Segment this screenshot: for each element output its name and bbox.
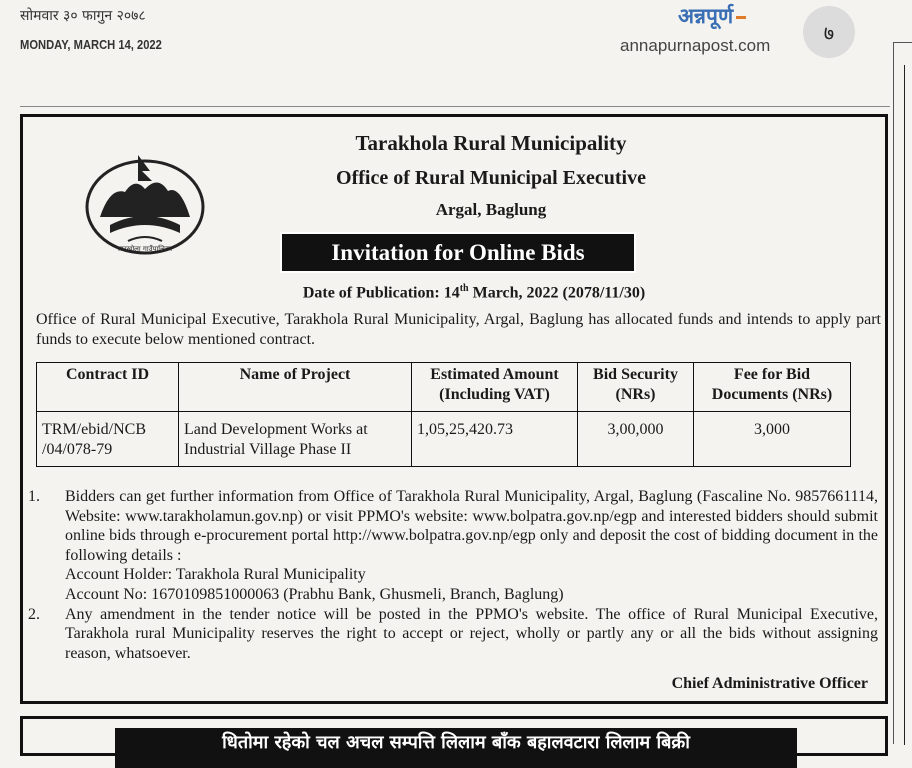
org-name: Tarakhola Rural Municipality	[355, 131, 627, 155]
office-name: Office of Rural Municipal Executive	[336, 167, 646, 189]
header-contract-id: Contract ID	[37, 363, 179, 412]
cell-amount: 1,05,25,420.73	[412, 412, 578, 467]
column-rule	[904, 65, 905, 745]
term-number: 2.	[28, 605, 40, 623]
cell-fee: 3,000	[694, 412, 851, 467]
contract-table	[36, 362, 851, 467]
newspaper-logo	[678, 2, 746, 30]
adjacent-column-frame	[893, 42, 912, 744]
english-date: MONDAY, MARCH 14, 2022	[20, 37, 162, 52]
header-amount: Estimated Amount (Including VAT)	[412, 363, 578, 412]
page-number: ७	[823, 20, 835, 45]
term-text: Bidders can get further information from Office of Tarakhola Rural Municipality, Argal, Baglung (Fascaline No. 9857661114, Website: www.tarakholamun.gov.np) or visit PPMO's website: www.bolpatra.gov.np/egp and interested bidders should submit online bids through e-procurement portal http://www.bolpatra.gov.np/egp only and deposit the cost of bidding document in the following details :	[65, 488, 878, 564]
divider	[20, 106, 890, 107]
term-text: Any amendment in the tender notice will be posted in the PPMO's website. The office of Rural Municipal Executive, Tarakhola rural Municipality reserves the right to accept or reject, wholly or partly any or all the bids without assigning reason, whatsoever.	[65, 605, 878, 662]
next-notice	[20, 716, 888, 756]
list-item	[28, 605, 878, 664]
logo-mark	[736, 16, 746, 19]
header-project: Name of Project	[179, 363, 412, 412]
cell-security: 3,00,000	[578, 412, 694, 467]
location: Argal, Baglung	[435, 200, 547, 219]
publication-date	[23, 283, 885, 302]
pub-date-sup: th	[459, 283, 469, 294]
account-holder: Account Holder: Tarakhola Rural Municipality	[65, 566, 366, 584]
page-number-badge	[803, 6, 855, 58]
header-fee: Fee for Bid Documents (NRs)	[694, 363, 851, 412]
notice-title: Invitation for Online Bids	[280, 232, 636, 273]
emblem-text: तारखोला गाउँपालिका	[117, 245, 173, 253]
bid-notice	[20, 114, 888, 704]
nepali-date: सोमवार ३० फागुन २०७८	[20, 8, 146, 24]
table-header-row	[37, 363, 851, 412]
site-url: annapurnapost.com	[620, 36, 771, 55]
intro-paragraph: Office of Rural Municipal Executive, Tarakhola Rural Municipality, Argal, Baglung has allocated funds and intends to apply part funds to execute below mentioned contract.	[36, 311, 881, 348]
pub-date-suffix: March, 2022 (2078/11/30)	[468, 284, 646, 302]
signatory: Chief Administrative Officer	[671, 675, 868, 692]
list-item	[28, 487, 878, 605]
table-row	[37, 412, 851, 467]
terms-list	[28, 487, 878, 663]
term-number: 1.	[28, 488, 40, 505]
pub-date-prefix: Date of Publication: 14	[302, 284, 460, 302]
logo-text: अन्नपूर्ण	[678, 4, 734, 28]
cell-contract-id: TRM/ebid/NCB /04/078-79	[37, 412, 179, 467]
header-security: Bid Security (NRs)	[578, 363, 694, 412]
cell-project: Land Development Works at Industrial Village Phase II	[179, 412, 412, 467]
account-number: Account No: 1670109851000063 (Prabhu Bank, Ghusmeli, Branch, Baglung)	[65, 585, 564, 603]
next-notice-banner: धितोमा रहेको चल अचल सम्पत्ति लिलाम बाँक बहालवटारा लिलाम बिक्री	[115, 728, 797, 768]
